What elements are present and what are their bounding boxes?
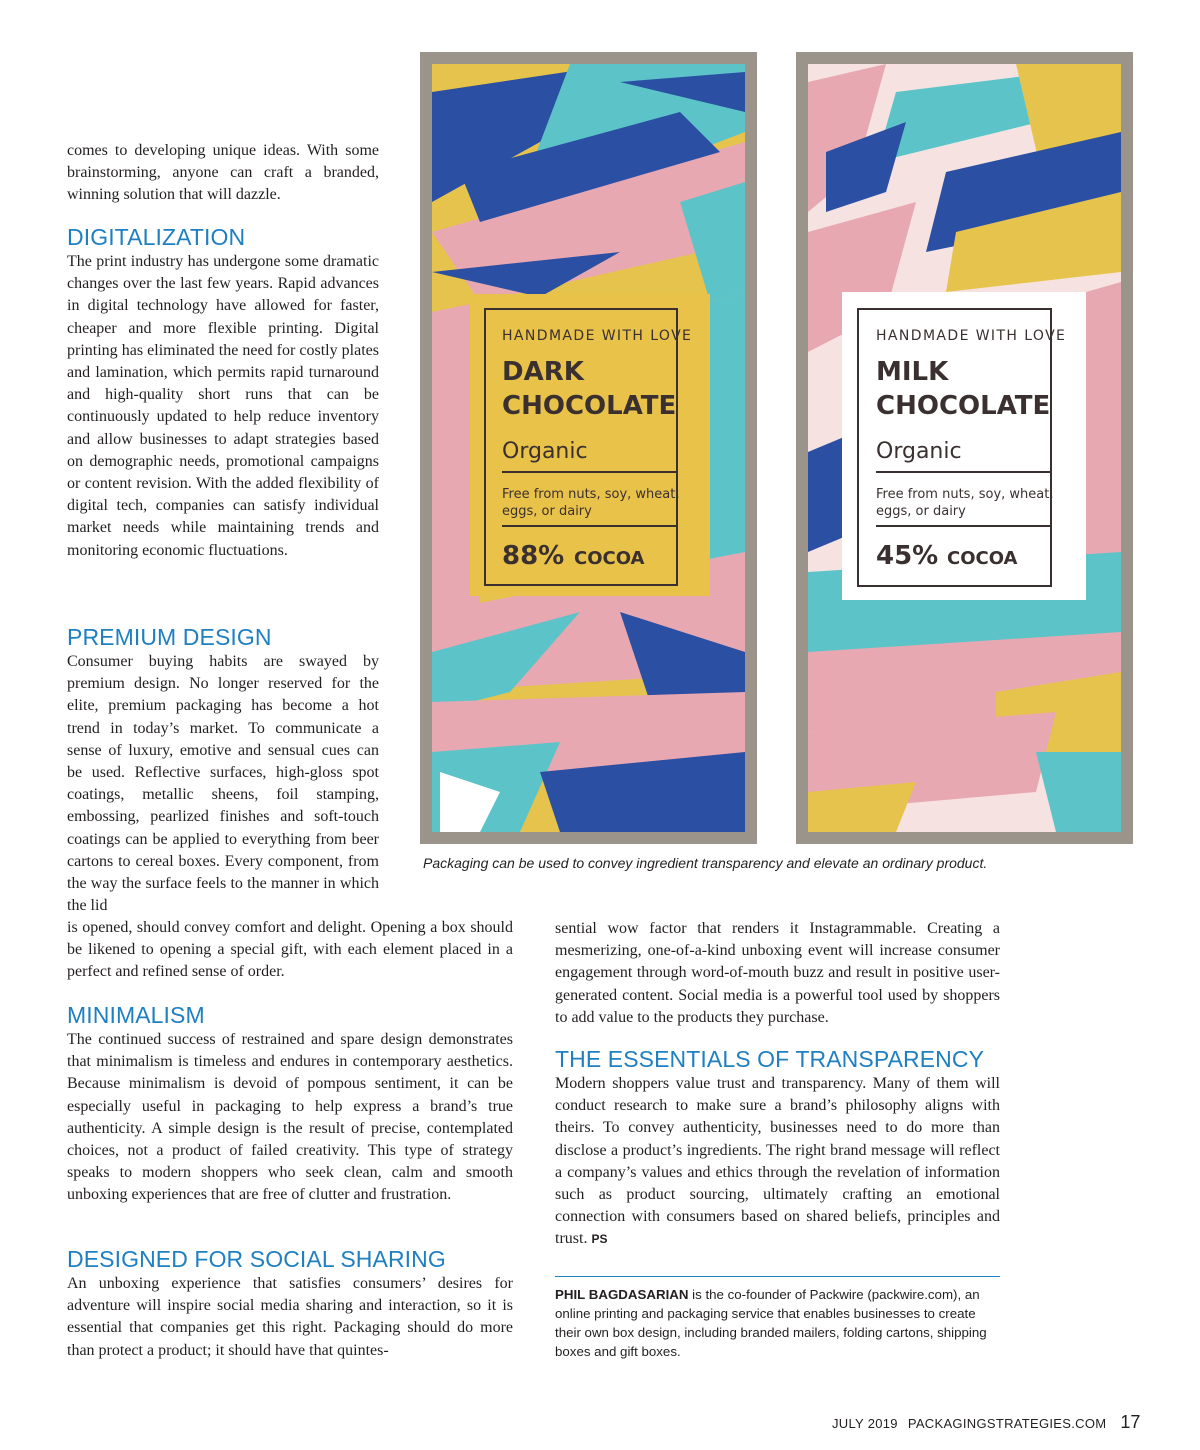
author-bio-text: is the co-founder of Packwire (packwire.com), an online printing and packaging service that enables businesses to create their own box design, including branded mailers, folding cartons, shipping boxes and gift boxes. [555, 1287, 987, 1359]
digitalization-paragraph: The print industry has undergone some dramatic changes over the last few years. Rapid advances in digital technology have allowed for faster, cheaper and more flexible printing. Digital printing has eliminated the need for costly plates and lamination, which permits rapid turnaround and high-quality short runs that can be continuously updated to help reduce inventory and allow businesses to adapt strategies based on demographic needs, promotional campaigns or content revision. With the added flexibility of digital tech, companies can satisfy individual market needs while maintaining trends and monitoring economic fluctuations. [67, 253, 379, 559]
heading-minimalism: MINIMALISM [67, 1002, 205, 1028]
milk-bar-tagline: HANDMADE WITH LOVE [876, 328, 1067, 344]
dark-bar-free-line1: Free from nuts, soy, wheat, [502, 487, 680, 502]
milk-bar-title-line1: MILK [876, 357, 949, 387]
page-footer [832, 1412, 1140, 1433]
dark-bar-tagline: HANDMADE WITH LOVE [502, 328, 693, 344]
dark-bar-title-line2: CHOCOLATE [502, 391, 677, 421]
dark-bar-free-line2: eggs, or dairy [502, 504, 592, 519]
milk-bar-free-line1: Free from nuts, soy, wheat, [876, 487, 1054, 502]
page-number: 17 [1120, 1412, 1141, 1432]
dark-bar-title-line1: DARK [502, 357, 584, 387]
heading-transparency: THE ESSENTIALS OF TRANSPARENCY [555, 1046, 985, 1072]
dark-bar-subtitle: Organic [502, 439, 588, 464]
heading-digitalization: DIGITALIZATION [67, 224, 246, 250]
footer-date: JULY 2019 [832, 1416, 898, 1431]
milk-bar-subtitle: Organic [876, 439, 962, 464]
dark-chocolate-bar-image [420, 52, 757, 844]
milk-bar-title-line2: CHOCOLATE [876, 391, 1051, 421]
dark-bar-percent: 88% [502, 541, 565, 571]
figure-caption: Packaging can be used to convey ingredient transparency and elevate an ordinary product. [423, 855, 988, 871]
social-sharing-continuation: sential wow factor that renders it Instagrammable. Creating a mesmerizing, one-of-a-kind unboxing event will increase consumer engagement through word-of-mouth buzz and result in positive user-generated content. Social media is a powerful tool used by shoppers to add value to the products they purchase. [555, 920, 1000, 1026]
transparency-text: Modern shoppers value trust and transparency. Many of them will conduct research to make sure a brand’s philosophy aligns with theirs. To convey authenticity, businesses need to do more than disclose a product’s ingredients. The right brand message will reflect a company’s values and ethics through the revelation of information such as product sourcing, ultimately crafting an emotional connection with consumers based on shared beliefs, principles and trust. [555, 1075, 1000, 1248]
heading-social-sharing: DESIGNED FOR SOCIAL SHARING [67, 1246, 446, 1272]
intro-paragraph: comes to developing unique ideas. With some brainstorming, anyone can craft a branded, winning solution that will dazzle. [67, 142, 379, 204]
social-sharing-paragraph: An unboxing experience that satisfies consumers’ desires for adventure will inspire social media sharing and interaction, so it is essential that companies get this right. Packaging should do more than protect a product; it should have that quintes- [67, 1275, 513, 1359]
transparency-paragraph [555, 1073, 1000, 1251]
premium-design-paragraph-continued: is opened, should convey comfort and delight. Opening a box should be likened to opening a special gift, with each element placed in a perfect and refined sense of order. [67, 919, 513, 981]
bio-divider [555, 1276, 1000, 1277]
milk-chocolate-bar-image [796, 52, 1133, 844]
minimalism-paragraph: The continued success of restrained and spare design demonstrates that minimalism is timeless and endures in contemporary aesthetics. Because minimalism is devoid of pompous sentiment, it can be especially useful in packaging to help express a brand’s true authenticity. A simple design is the result of precise, contemplated choices, not a product of failed creativity. This type of strategy speaks to modern shoppers who seek clean, calm and smooth unboxing experiences that are free of clutter and frustration. [67, 1031, 513, 1204]
premium-design-paragraph: Consumer buying habits are swayed by premium design. No longer reserved for the elite, premium packaging has become a hot trend in today’s market. To communicate a sense of luxury, emotive and sensual cues can be used. Reflective surfaces, high-gloss spot coatings, metallic sheens, foil stamping, embossing, pearlized finishes and soft-touch coatings can be applied to everything from beer cartons to cereal boxes. Every component, from the way the surface feels to the manner in which the lid [67, 653, 379, 915]
milk-bar-cocoa: COCOA [947, 548, 1018, 569]
dark-bar-cocoa: COCOA [574, 548, 645, 569]
milk-bar-free-line2: eggs, or dairy [876, 504, 966, 519]
footer-site: PACKAGINGSTRATEGIES.COM [907, 1416, 1107, 1431]
author-bio [555, 1285, 995, 1361]
end-mark: PS [591, 1232, 608, 1247]
author-name: PHIL BAGDASARIAN [555, 1287, 689, 1302]
heading-premium-design: PREMIUM DESIGN [67, 624, 272, 650]
milk-bar-percent: 45% [876, 541, 939, 571]
